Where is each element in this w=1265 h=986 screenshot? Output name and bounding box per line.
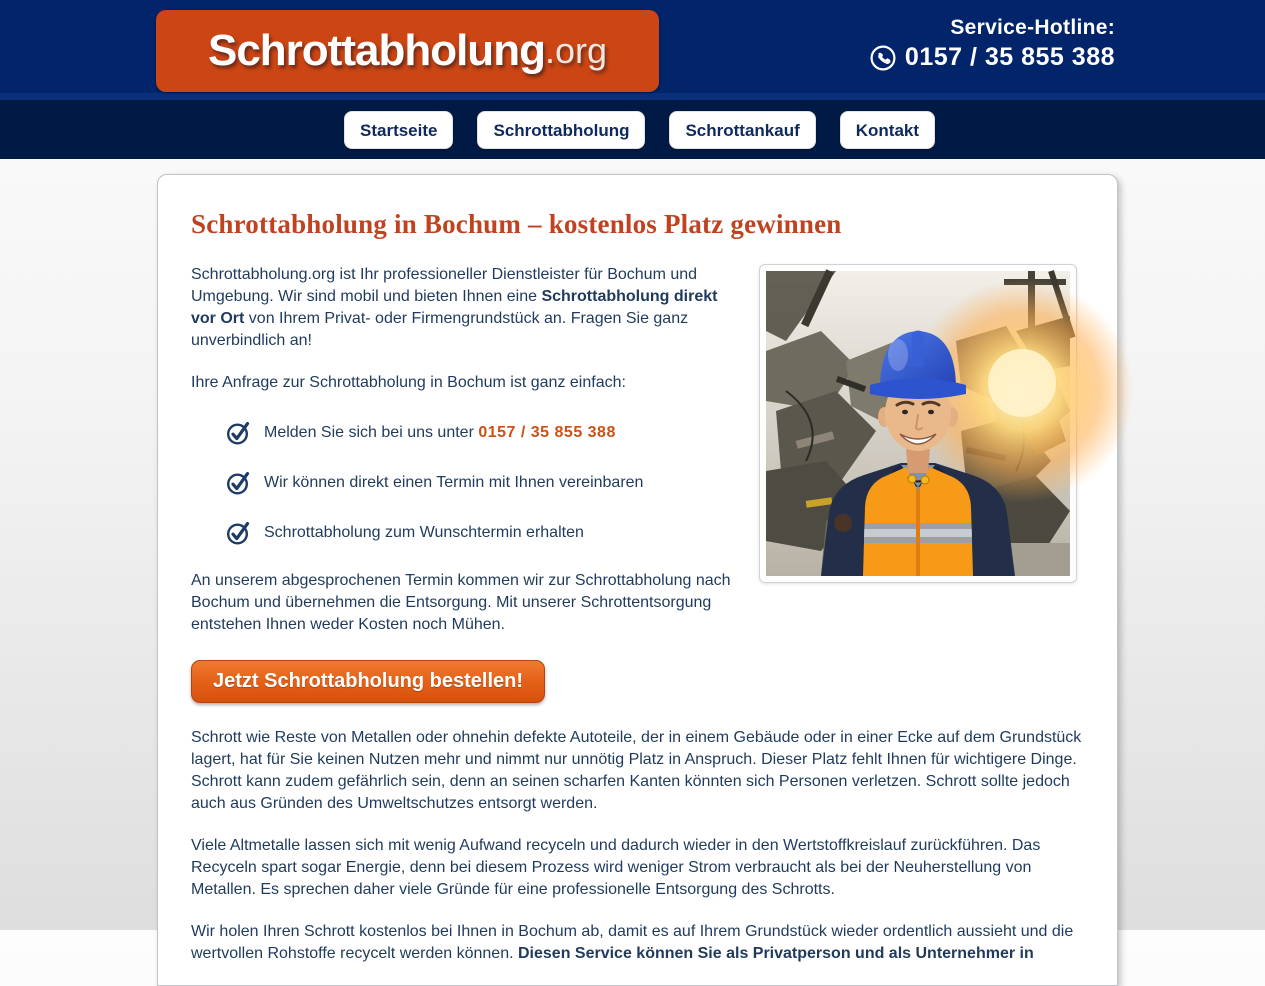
site-logo[interactable] — [156, 10, 659, 92]
paragraph-final: Wir holen Ihren Schrott kostenlos bei Ihnen in Bochum ab, damit es auf Ihrem Grundstück wieder ordentlich aussieht und die wertvollen Rohstoffe recycelt werden können. Diesen Service können Sie als Privatperson und als Unternehmer in — [191, 923, 1074, 962]
worker-photo — [759, 264, 1077, 583]
check-icon — [226, 420, 252, 446]
nav-button-kontakt[interactable]: Kontakt — [840, 111, 935, 149]
checklist-phone-number[interactable]: 0157 / 35 855 388 — [478, 424, 616, 441]
logo-text: Schrottabholung — [207, 26, 545, 75]
check-icon — [226, 470, 252, 496]
paragraph-clutter: Schrott wie Reste von Metallen oder ohnehin defekte Autoteile, der in einem Gebäude oder in einer Ecke auf dem Grundstück lagert, hat für Sie keinen Nutzen mehr und nimmt nur unnötig Platz in Anspruch. Dieser Platz fehlt Ihnen für wichtigere Dinge. Schrott kann zudem gefährlich sein, denn an seinen scharfen Kanten könnten sich Personen verletzen. Schrott sollte jedoch auch aus Gründen des Umweltschutzes entsorgt werden. — [191, 729, 1082, 812]
appointment-paragraph: An unserem abgesprochenen Termin kommen wir zur Schrottabholung nach Bochum und übernehmen die Entsorgung. Mit unserer Schrottentsorgung entstehen Ihnen weder Kosten noch Mühen. — [191, 572, 731, 633]
worker-photo-illustration — [766, 271, 1070, 576]
phone-icon — [870, 45, 896, 71]
final-bold-text: Diesen Service können Sie als Privatperson und als Unternehmer in — [518, 945, 1034, 962]
site-header — [0, 0, 1265, 100]
nav-button-schrottankauf[interactable]: Schrottankauf — [669, 111, 815, 149]
hotline-label: Service-Hotline: — [950, 16, 1115, 39]
intro-column — [191, 264, 743, 727]
service-hotline — [870, 16, 1115, 72]
hotline-number[interactable]: 0157 / 35 855 388 — [904, 43, 1115, 71]
checklist-item: Wir können direkt einen Termin mit Ihnen vereinbaren — [226, 470, 743, 496]
benefits-checklist — [226, 420, 743, 546]
nav-button-startseite[interactable]: Startseite — [344, 111, 453, 149]
intro-paragraph: Schrottabholung.org ist Ihr professioneller Dienstleister für Bochum und Umgebung. Wir sind mobil und bieten Ihnen eine Schrottabholung direkt vor Ort von Ihrem Privat- oder Firmengrundstück an. Fragen Sie ganz unverbindlich an! — [191, 266, 718, 349]
intro-bold-text: Schrottabholung direkt vor Ort — [191, 288, 718, 327]
paragraph-recycling: Viele Altmetalle lassen sich mit wenig Aufwand recyceln und dadurch wieder in den Wertstoffkreislauf zurückführen. Das Recyceln spart sogar Energie, denn bei diesem Prozess wird weniger Strom verbraucht als bei der Neuherstellung von Metallen. Es sprechen daher viele Gründe für eine professionelle Entsorgung des Schrotts. — [191, 837, 1041, 898]
nav-button-schrottabholung[interactable]: Schrottabholung — [477, 111, 645, 149]
main-navigation — [0, 100, 1265, 159]
checklist-item: Schrottabholung zum Wunschtermin erhalten — [226, 520, 743, 546]
checklist-item: Melden Sie sich bei uns unter 0157 / 35 855 388 — [226, 420, 743, 446]
logo-tld-text: .org — [544, 30, 607, 71]
content-card — [157, 174, 1118, 986]
request-line: Ihre Anfrage zur Schrottabholung in Bochum ist ganz einfach: — [191, 374, 626, 391]
article-body — [191, 727, 1084, 965]
order-pickup-button[interactable]: Jetzt Schrottabholung bestellen! — [191, 660, 545, 703]
page-title: Schrottabholung in Bochum – kostenlos Platz gewinnen — [191, 209, 842, 239]
check-icon — [226, 520, 252, 546]
